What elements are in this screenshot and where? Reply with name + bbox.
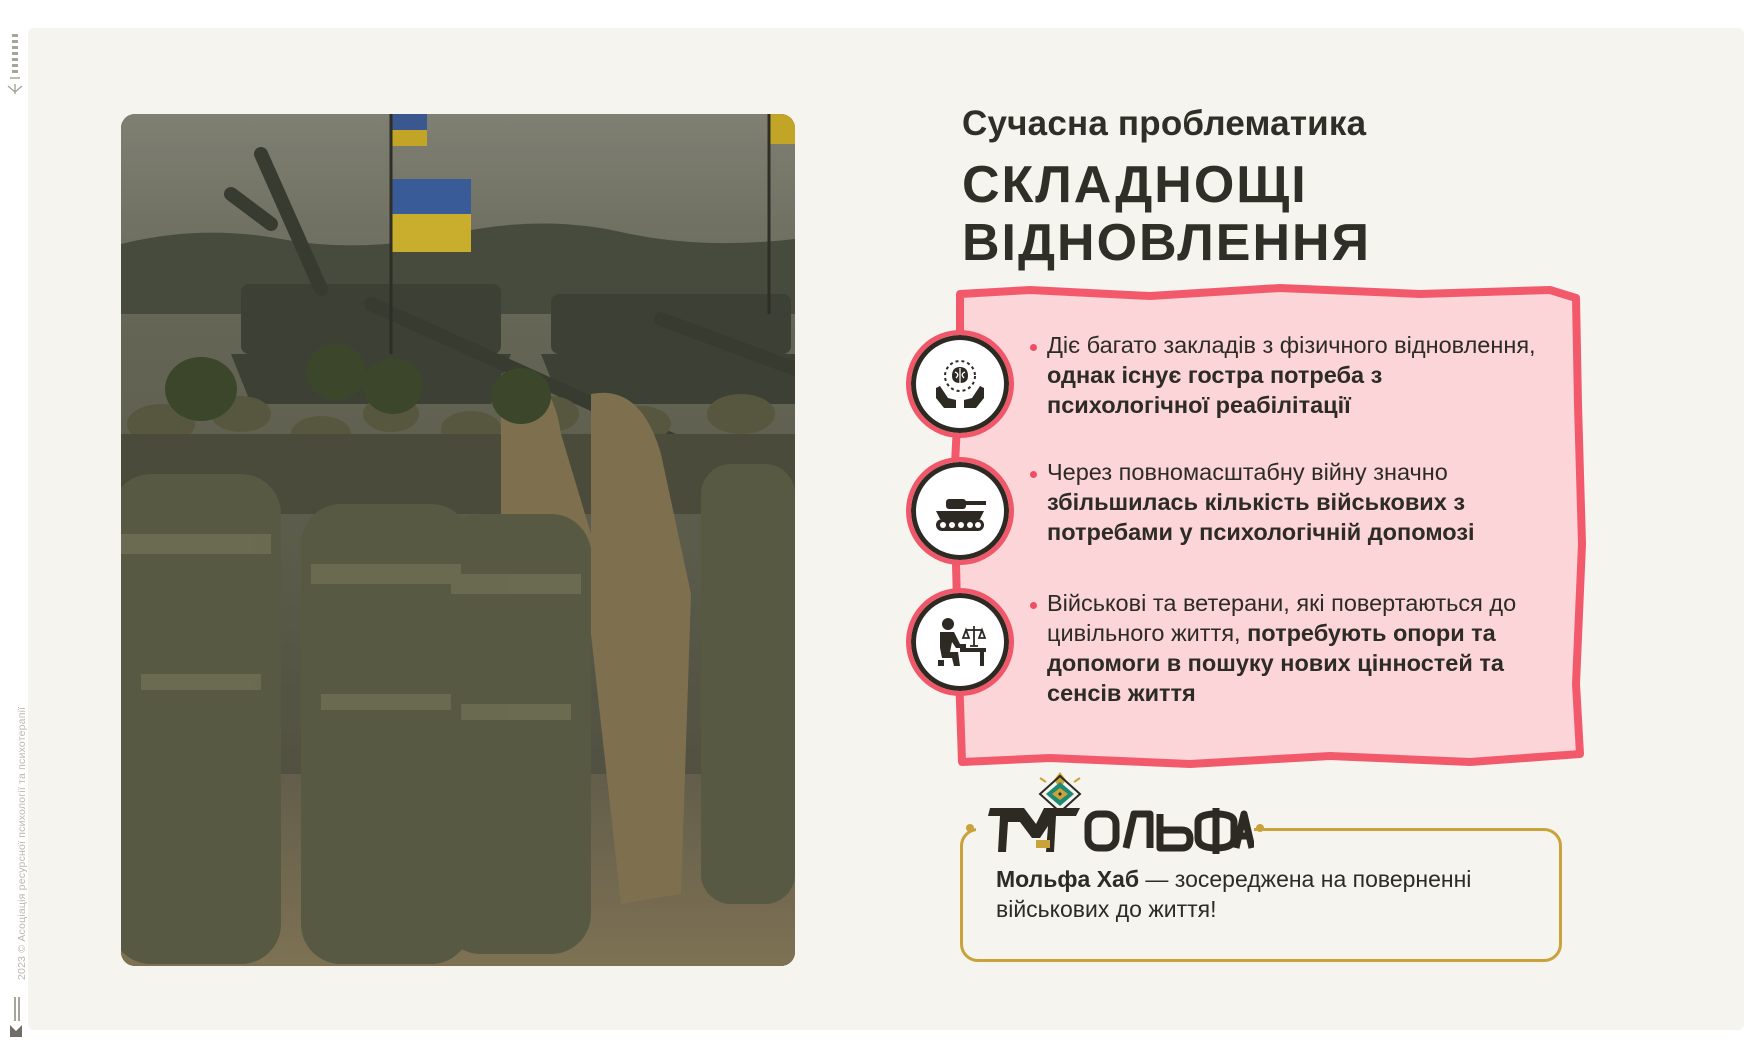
- bullet-dot: [1030, 471, 1037, 478]
- title-line-1: СКЛАДНОЩІ: [962, 156, 1308, 214]
- title-line-2: ВІДНОВЛЕННЯ: [962, 214, 1371, 272]
- item-text-regular: Діє багато закладів з фізичного відновлення,: [1047, 332, 1536, 358]
- list-item-veterans: [906, 588, 1586, 706]
- item-text-bold: потребують опори та допомоги в пошуку нових цінностей та сенсів життя: [1047, 620, 1504, 706]
- person-at-desk-icon: [930, 612, 990, 672]
- item-text-bold: однак існує гостра потреба з психологічної реабілітації: [1047, 362, 1383, 418]
- list-item-physical-rehab: [906, 330, 1586, 440]
- tank-icon: [930, 481, 990, 541]
- item-text-bold: збільшилась кількість військових з потребами у психологічній допомозі: [1047, 489, 1475, 545]
- list-item-war-demand: [906, 457, 1586, 567]
- copyright-credit: 2023 © Асоціація ресурсної психології та психотерапії: [16, 706, 28, 980]
- item-text-regular: Через повномасштабну війну значно: [1047, 459, 1448, 485]
- icon-badge: [906, 588, 1014, 696]
- item-text-regular: Військові та ветерани, які повертаються до цивільного життя,: [1047, 590, 1517, 646]
- item-text: [1047, 330, 1547, 420]
- frame-dot: [966, 824, 974, 832]
- slide-subtitle: Сучасна проблематика: [962, 104, 1367, 143]
- item-text: [1047, 588, 1547, 708]
- side-logo: [4, 28, 26, 98]
- icon-badge: [906, 330, 1014, 438]
- brand-description: [996, 864, 1536, 924]
- brain-in-hands-icon: [930, 354, 990, 414]
- bullet-dot: [1030, 602, 1037, 609]
- brand-tagline: — зосереджена на поверненні військових до життя!: [996, 866, 1472, 922]
- frame-dot: [1256, 824, 1264, 832]
- association-logo: [8, 995, 24, 1039]
- item-text: [1047, 457, 1547, 547]
- slide-title: [962, 156, 1602, 272]
- soldiers-photo: [121, 114, 795, 966]
- icon-badge: [906, 457, 1014, 565]
- brand-name: Мольфа Хаб: [996, 866, 1140, 892]
- molfa-hub-logo: [984, 768, 1254, 856]
- bullet-dot: [1030, 344, 1037, 351]
